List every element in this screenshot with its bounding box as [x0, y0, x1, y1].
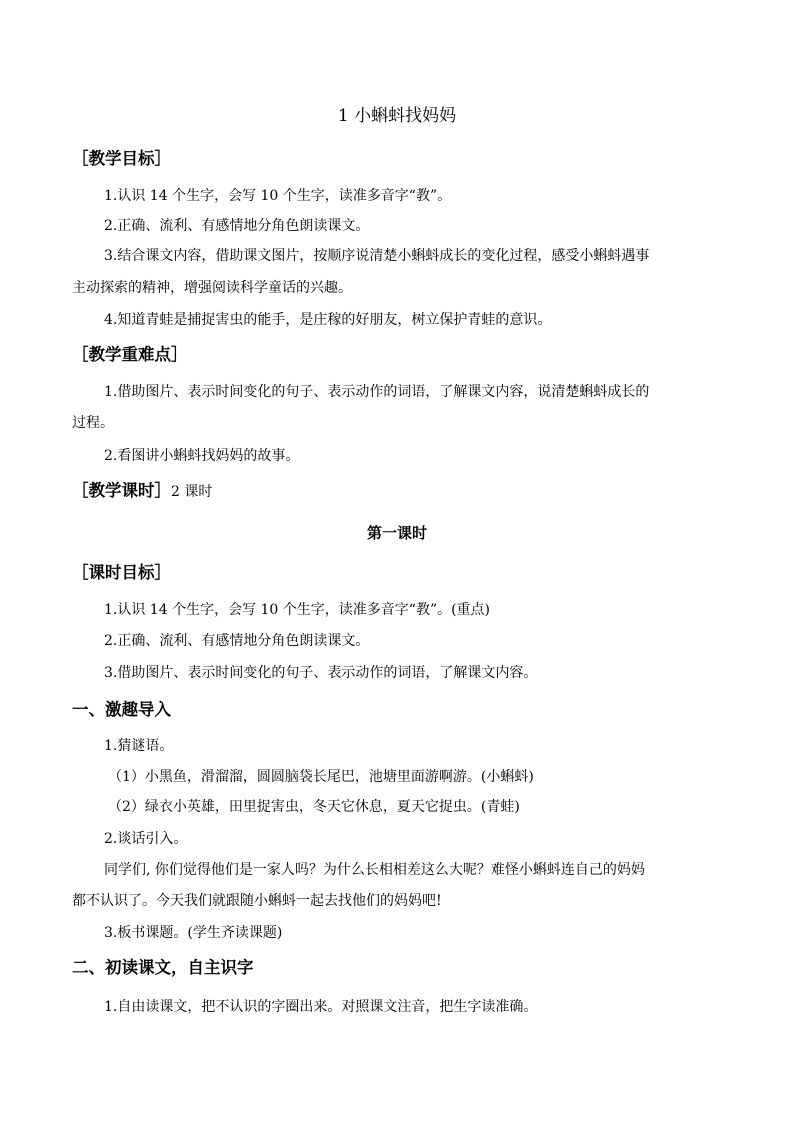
key-point-item: 2.看图讲小蝌蚪找妈妈的故事。: [104, 448, 300, 464]
heading-lesson-goals: ［课时目标］: [72, 563, 171, 582]
goal-item: 4.知道青蛙是捕捉害虫的能手，是庄稼的好朋友，树立保护青蛙的意识。: [104, 312, 552, 328]
goal-item: 1.认识 14 个生字，会写 10 个生字，读准多音字“教”。: [104, 188, 452, 204]
part-two-item: 1.自由读课文，把不认识的字圈出来。对照课文注音，把生字读准确。: [104, 999, 538, 1015]
teaching-hours-value: 2 课时: [171, 484, 213, 500]
lesson-one-title: 第一课时: [366, 524, 427, 542]
goal-item: 2.正确、流利、有感情地分角色朗读课文。: [104, 218, 370, 234]
lesson-goal-item: 1.认识 14 个生字，会写 10 个生字，读准多音字“教”。(重点): [104, 602, 491, 618]
riddle-item: （2）绿衣小英雄，田里捉害虫，冬天它休息，夏天它捉虫。(青蛙): [108, 799, 520, 815]
key-point-item: 1.借助图片、表示时间变化的句子、表示动作的词语，了解课文内容，说清楚蝌蚪成长的: [104, 384, 650, 400]
lesson-goal-item: 2.正确、流利、有感情地分角色朗读课文。: [104, 633, 370, 649]
heading-teaching-hours: [72, 481, 212, 502]
teaching-hours-label: ［教学课时］: [72, 481, 171, 500]
goal-item: 3.结合课文内容，借助课文图片，按顺序说清楚小蝌蚪成长的变化过程，感受小蝌蚪遇事: [104, 248, 650, 264]
heading-part-one: 一、激趣导入: [72, 700, 171, 719]
heading-part-two: 二、初读课文，自主识字: [72, 958, 254, 977]
document-title: 1 小蝌蚪找妈妈: [337, 106, 457, 126]
riddle-item: （1）小黑鱼，滑溜溜，圆圆脑袋长尾巴，池塘里面游啊游。(小蝌蚪): [108, 769, 534, 785]
part-one-paragraph: 同学们, 你们觉得他们是一家人吗？为什么长相相差这么大呢？难怪小蝌蚪连自己的妈妈: [104, 862, 645, 878]
lesson-goal-item: 3.借助图片、表示时间变化的句子、表示动作的词语，了解课文内容。: [104, 665, 538, 681]
part-one-paragraph-continuation: 都不认识了。今天我们就跟随小蝌蚪一起去找他们的妈妈吧!: [72, 893, 442, 909]
heading-teaching-goals: ［教学目标］: [72, 149, 171, 168]
goal-item-continuation: 主动探索的精神，增强阅读科学童话的兴趣。: [72, 280, 352, 296]
part-one-item: 1.猜谜语。: [104, 738, 174, 754]
heading-key-points: ［教学重难点］: [72, 345, 188, 364]
part-one-item: 2.谈话引入。: [104, 831, 188, 847]
key-point-continuation: 过程。: [72, 415, 114, 431]
part-one-item: 3.板书课题。(学生齐读课题): [104, 925, 283, 941]
